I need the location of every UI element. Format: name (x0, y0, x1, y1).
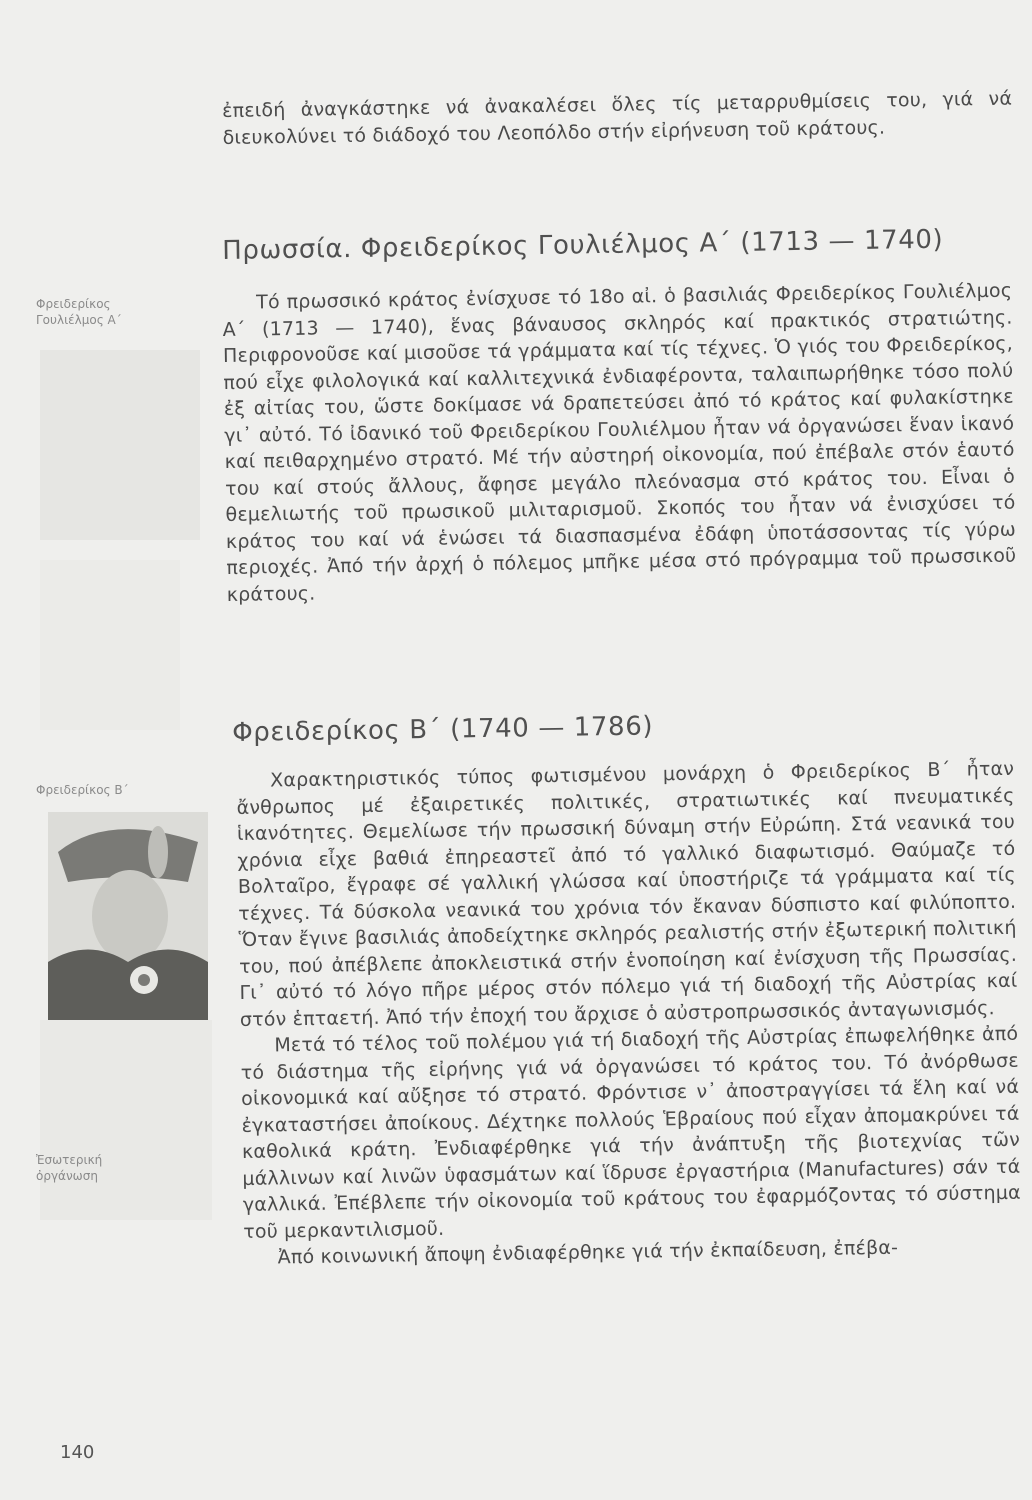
section-heading: Πρωσσία. Φρειδερίκος Γουλιέλμος Α΄ (1713 — 1740) (222, 224, 944, 266)
body-paragraph: Τό πρωσσικό κράτος ἐνίσχυσε τό 18ο αἰ. ὁ βασιλιάς Φρειδερίκος Γουλιέλμος Α΄ (1713 — 1740), ἕνας βάναυσος σκληρός καί πρακτικός στρατιώτης. Περιφρονοῦσε καί μισοῦσε τά γράμματα καί τίς τέχνες. Ὁ γιός του Φρειδερίκος, πού εἶχε φιλολογικά καί καλλιτεχνικά ἐνδιαφέροντα, ταλαιπωρήθηκε τόσο πολύ ἐξ αἰτίας του, ὥστε δοκίμασε νά δραπετεύσει ἀπό τό κράτος καί φυλακίστηκε γι᾽ αὐτό. Τό ἰδανικό τοῦ Φρειδερίκου Γουλιέλμου ἦταν νά ὀργανώσει ἕναν ἱκανό καί πειθαρχημένο στρατό. Μέ τήν αὐστηρή οἰκονομία, πού ἐπέβαλε στόν ἑαυτό του καί στούς ἄλλους, ἄφησε μεγάλο πλεόνασμα στό κράτος του. Εἶναι ὁ θεμελιωτής τοῦ πρωσικοῦ μιλιταρισμοῦ. Σκοπός του ἦταν νά ἐνισχύσει τό κράτος του καί νά ἑνώσει τά διασπασμένα ἐδάφη ὑποτάσσοντας τίς γύρω περιοχές. Ἀπό τήν ἀρχή ὁ πόλεμος μπῆκε μέσα στό πρόγραμμα τοῦ πρωσσικοῦ κράτους. (222, 279, 1017, 606)
page-number: 140 (60, 1442, 95, 1463)
intro-paragraph: ἐπειδή ἀναγκάστηκε νά ἀνακαλέσει ὅλες τίς μεταρρυθμίσεις του, γιά νά διευκολύνει τό διάδοχό του Λεοπόλδο στήν εἰρήνευση τοῦ κράτους. (222, 87, 1013, 149)
body-paragraph: Ἀπό κοινωνική ἄποψη ἐνδιαφέρθηκε γιά τήν ἐκπαίδευση, ἐπέβα- (277, 1236, 899, 1269)
section1-text-block (222, 278, 1017, 608)
body-paragraph: Χαρακτηριστικός τύπος φωτισμένου μονάρχη ὁ Φρειδερίκος Β΄ ἦταν ἄνθρωπος μέ ἐξαιρετικές πολιτικές, στρατιωτικές καί πνευματικές ἱκανότητες. Θεμελίωσε τήν πρωσσική δύναμη στήν Εὐρώπη. Στά νεανικά του χρόνια εἶχε βαθιά ἐπηρεαστεῖ ἀπό τό γαλλικό διαφωτισμό. Θαύμαζε τό Βολταῖρο, ἔγραφε σέ γαλλική γλώσσα καί ὑποστήριζε τά γράμματα καί τίς τέχνες. Τά δύσκολα νεανικά του χρόνια τόν ἔκαναν δύσπιστο καί φιλύποπτο. Ὅταν ἔγινε βασιλιάς ἀποδείχτηκε σκληρός ρεαλιστής στήν ἐξωτερική πολιτική του, πού ἀπέβλεπε ἀποκλειστικά στήν ἑνοποίηση καί ἐνίσχυση τῆς Πρωσσίας. Γι᾽ αὐτό τό λόγο πῆρε μέρος στόν πόλεμο γιά τή διαδοχή τῆς Αὐστρίας καί στόν ἑπταετή. Ἀπό τήν ἐποχή του ἄρχισε ὁ αὐστροπρωσσικός ἀνταγωνισμός. (236, 757, 1018, 1031)
intro-text-block (222, 86, 1013, 151)
margin-note: Ἐσωτερική ὀργάνωση (36, 1153, 103, 1183)
margin-image-placeholder (40, 560, 180, 730)
section-heading: Φρειδερίκος Β΄ (1740 — 1786) (232, 711, 654, 748)
body-paragraph: Μετά τό τέλος τοῦ πολέμου γιά τή διαδοχή τῆς Αὐστρίας ἐπωφελήθηκε ἀπό τό διάστημα τῆς εἰρήνης γιά νά ὀργανώσει τό κράτος του. Τό ἀνόρθωσε οἰκονομικά καί αὔξησε τό στρατό. Φρόντισε ν᾽ ἀποστραγγίσει τά ἕλη καί νά ἐγκαταστήσει ἀποίκους. Δέχτηκε πολλούς Ἑβραίους πού εἶχαν ἀπομακρύνει τά καθολικά κράτη. Ἐνδιαφέρθηκε γιά τήν ἀνάπτυξη τῆς βιοτεχνίας τῶν μάλλινων καί λινῶν ὑφασμάτων καί ἵδρυσε ἐργαστήρια (Manufactures) σάν τά γαλλικά. Ἐπέβλεπε τήν οἰκονομία τοῦ κράτους του ἐφαρμόζοντας τό σύστημα τοῦ μερκαντιλισμοῦ. (240, 1022, 1021, 1243)
section2-text-block (236, 756, 1022, 1272)
margin-image-placeholder (40, 1020, 212, 1220)
margin-note: Φρειδερίκος Γουλιέλμος Α΄ (36, 297, 122, 327)
margin-image-placeholder (40, 350, 200, 540)
margin-note: Φρειδερίκος Β΄ (36, 783, 129, 797)
frederick-portrait-image (48, 812, 208, 1020)
